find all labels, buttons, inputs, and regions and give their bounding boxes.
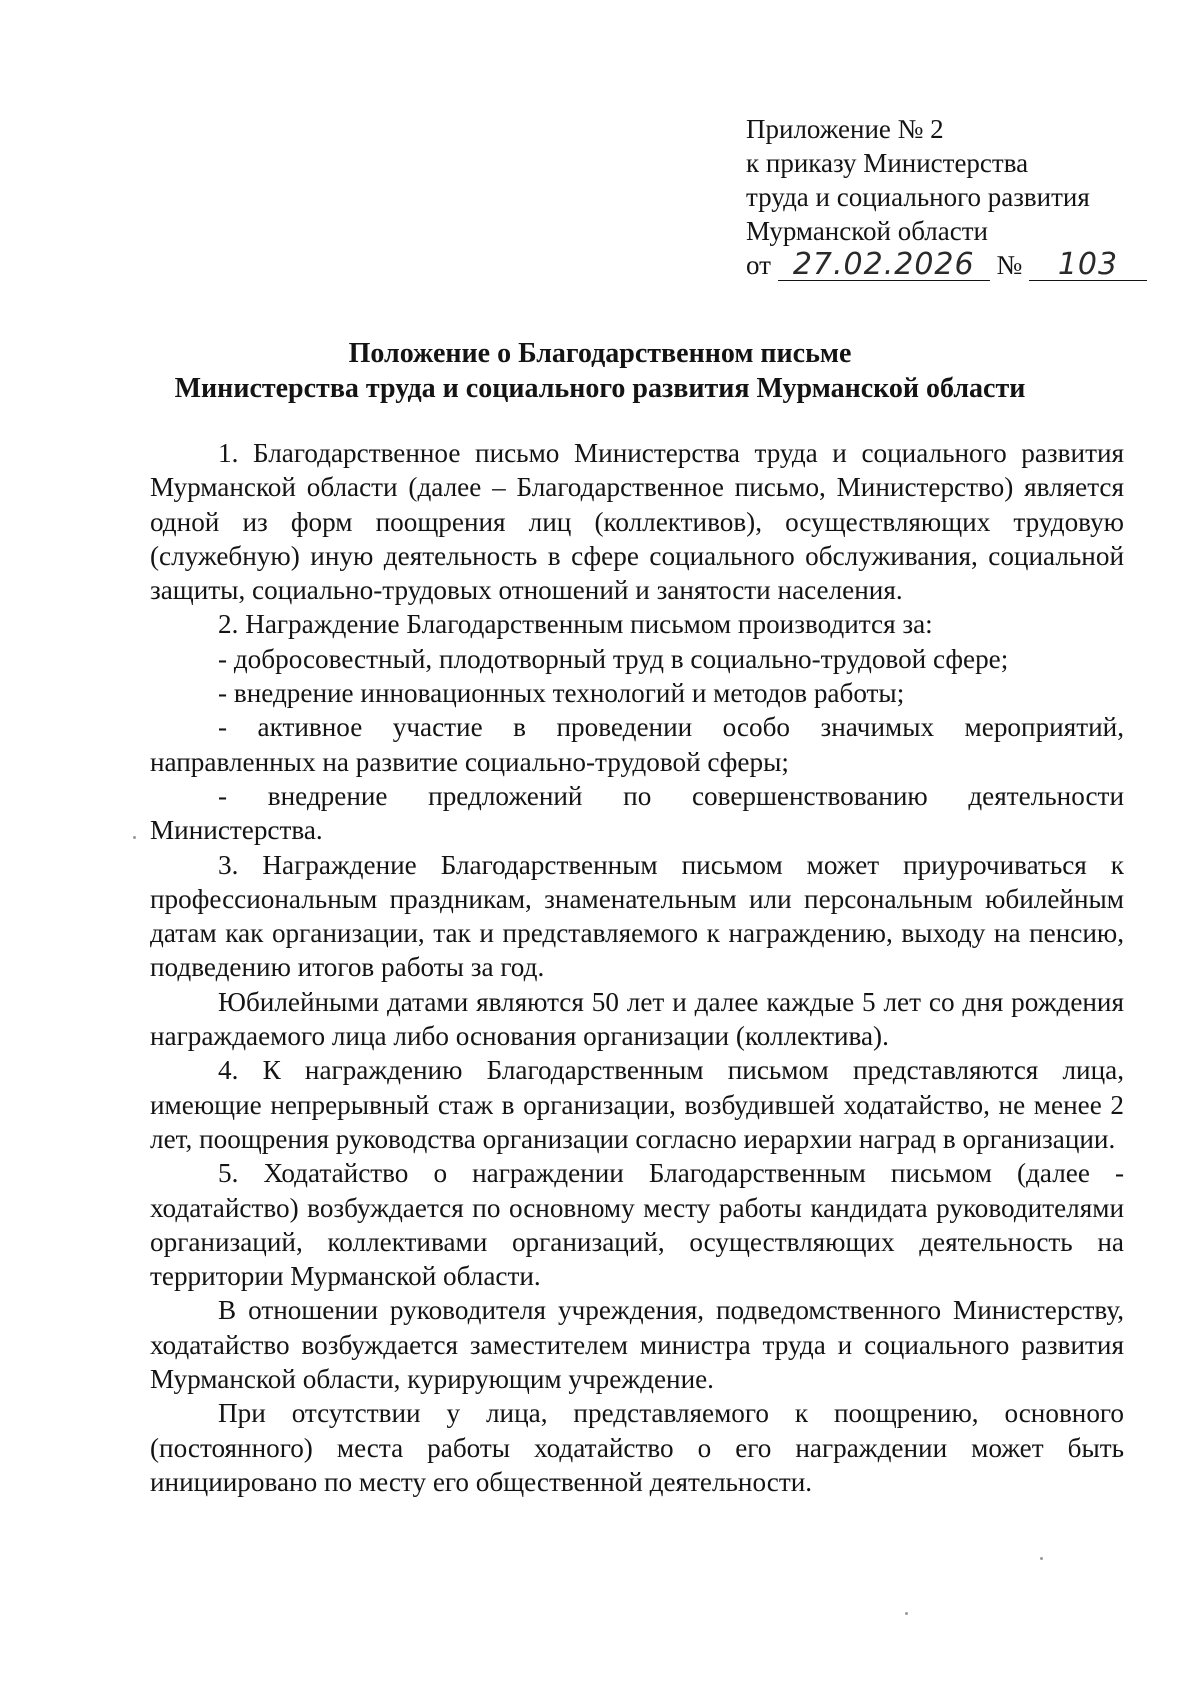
date-prefix: от (746, 250, 771, 280)
paragraph-4: 4. К награждению Благодарственным письмом представляются лица, имеющие непрерывный стаж в организации, возбудившей ходатайство, не менее 2 лет, поощрения руководства организации согласно иерархии наград в организации. (150, 1055, 1124, 1154)
order-number-field (1029, 247, 1147, 282)
handwritten-date: 27.02.2026 (792, 247, 975, 282)
list-item-4: - внедрение предложений по совершенствованию деятельности Министерства. (150, 780, 1124, 846)
paragraph-2: 2. Награждение Благодарственным письмом производится за: (218, 609, 933, 640)
title-line-1: Положение о Благодарственном письме (348, 338, 852, 369)
paragraph-5-director: В отношении руководителя учреждения, подведомственного Министерству, ходатайство возбуждается заместителем министра труда и социального развития Мурманской области, курирующим учреждение. (150, 1295, 1124, 1395)
appendix-line-2: к приказу Министерства (746, 148, 1029, 178)
order-date-line (746, 248, 1146, 288)
handwritten-number: 103 (1057, 247, 1119, 282)
list-item-2: - внедрение инновационных технологий и методов работы; (218, 678, 905, 709)
paragraph-3: 3. Награждение Благодарственным письмом может приурочиваться к профессиональным праздникам, знаменательным или персональным юбилейным датам как организации, так и представляемого к награждению, выходу на пенсию, подведению итогов работы за год. (150, 849, 1124, 983)
paragraph-5: 5. Ходатайство о награждении Благодарственным письмом (далее - ходатайство) возбуждается по основному месту работы кандидата руководителями организаций, коллективами организаций, осуществляющих деятельность на территории Мурманской области. (150, 1158, 1124, 1292)
scan-speck (133, 836, 136, 839)
number-label: № (996, 250, 1023, 280)
order-date-field (778, 247, 990, 282)
document-title (0, 336, 1200, 406)
paragraph-3-jubilee: Юбилейными датами являются 50 лет и далее каждые 5 лет со дня рождения награждаемого лица либо основания организации (коллектива). (150, 986, 1124, 1052)
list-item-3: - активное участие в проведении особо значимых мероприятий, направленных на развитие социально-трудовой сферы; (150, 712, 1124, 777)
appendix-block (746, 112, 1146, 288)
scan-speck (1040, 1557, 1043, 1560)
appendix-line-3: труда и социального развития (746, 182, 1090, 212)
list-item-1: - добросовестный, плодотворный труд в социально-трудовой сфере; (218, 643, 1009, 674)
appendix-line-4: Мурманской области (746, 216, 988, 246)
paragraph-1: 1. Благодарственное письмо Министерства труда и социального развития Мурманской области (далее – Благодарственное письмо, Министерство) является одной из форм поощрения лиц (коллективов), осуществляющих трудовую (служебную) иную деятельность в сфере социального обслуживания, социальной защиты, социально-трудовых отношений и занятости населения. (150, 438, 1124, 606)
scan-speck (905, 1612, 908, 1615)
title-line-2: Министерства труда и социального развития Мурманской области (174, 373, 1026, 404)
appendix-line-1: Приложение № 2 (746, 114, 944, 144)
paragraph-5-no-workplace: При отсутствии у лица, представляемого к поощрению, основного (постоянного) места работы ходатайство о его награждении может быть инициировано по месту его общественной деятельности. (150, 1398, 1124, 1497)
document-body (150, 436, 1124, 1499)
